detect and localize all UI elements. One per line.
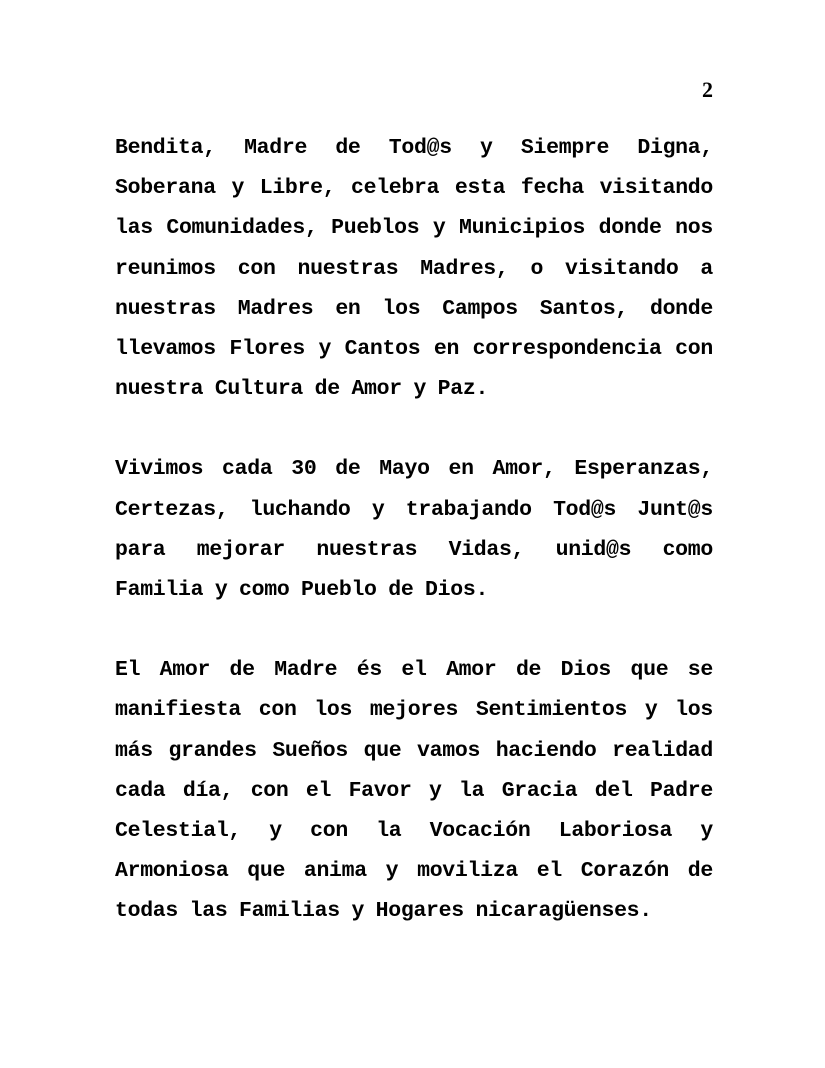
paragraph-2: Vivimos cada 30 de Mayo en Amor, Esperanzas, Certezas, luchando y trabajando Tod@s Junt@s para mejorar nuestras Vidas, unid@s como Familia y como Pueblo de Dios. (115, 457, 713, 603)
document-body (115, 128, 713, 972)
paragraph-1: Bendita, Madre de Tod@s y Siempre Digna, Soberana y Libre, celebra esta fecha visitando las Comunidades, Pueblos y Municipios donde nos reunimos con nuestras Madres, o visitando a nuestras Madres en los Campos Santos, donde llevamos Flores y Cantos en correspondencia con nuestra Cultura de Amor y Paz. (115, 136, 713, 402)
page-number: 2 (702, 77, 713, 102)
paragraph-3: El Amor de Madre és el Amor de Dios que se manifiesta con los mejores Sentimientos y los más grandes Sueños que vamos haciendo realidad cada día, con el Favor y la Gracia del Padre Celestial, y con la Vocación Laboriosa y Armoniosa que anima y moviliza el Corazón de todas las Familias y Hogares nicaragüenses. (115, 658, 713, 924)
